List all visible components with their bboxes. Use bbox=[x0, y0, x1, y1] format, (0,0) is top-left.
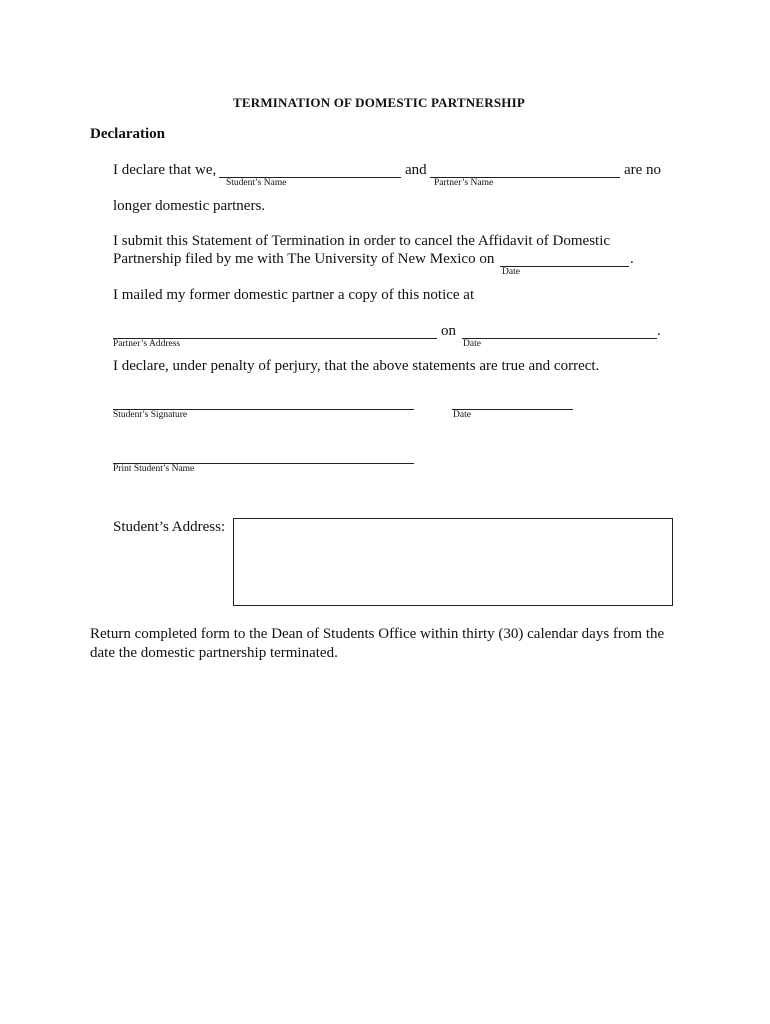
on-text: on bbox=[441, 323, 456, 339]
submit-statement-line1: I submit this Statement of Termination in order to cancel the Affidavit of Domestic bbox=[113, 233, 611, 249]
student-address-box[interactable] bbox=[233, 518, 673, 606]
signature-date-label: Date bbox=[453, 410, 471, 420]
are-no-text: are no bbox=[624, 162, 662, 178]
student-name-label: Student’s Name bbox=[226, 178, 287, 188]
perjury-statement: I declare, under penalty of perjury, that the above statements are true and correct. bbox=[113, 358, 600, 374]
mailed-date-label: Date bbox=[463, 339, 481, 349]
mailed-notice-text: I mailed my former domestic partner a copy of this notice at bbox=[113, 287, 475, 303]
longer-partners-text: longer domestic partners. bbox=[113, 198, 266, 214]
affidavit-date-label: Date bbox=[502, 267, 520, 277]
student-address-label: Student’s Address: bbox=[113, 519, 226, 535]
partner-address-label: Partner’s Address bbox=[113, 339, 181, 349]
print-student-name-label: Print Student’s Name bbox=[113, 464, 195, 474]
submit-statement-line2: Partnership filed by me with The University of New Mexico on bbox=[113, 251, 495, 267]
return-instructions-line2: date the domestic partnership terminated. bbox=[90, 645, 338, 661]
and-text: and bbox=[405, 162, 427, 178]
form-title: TERMINATION OF DOMESTIC PARTNERSHIP bbox=[233, 95, 525, 110]
partner-name-label: Partner’s Name bbox=[434, 178, 494, 188]
declare-prefix-text: I declare that we, bbox=[113, 162, 217, 178]
mailed-date-field[interactable] bbox=[462, 338, 657, 339]
section-heading: Declaration bbox=[90, 126, 165, 142]
return-instructions-line1: Return completed form to the Dean of Students Office within thirty (30) calendar days from the bbox=[90, 626, 665, 642]
submit-period: . bbox=[630, 251, 634, 267]
mailed-period: . bbox=[657, 323, 661, 339]
student-signature-label: Student’s Signature bbox=[113, 410, 188, 420]
